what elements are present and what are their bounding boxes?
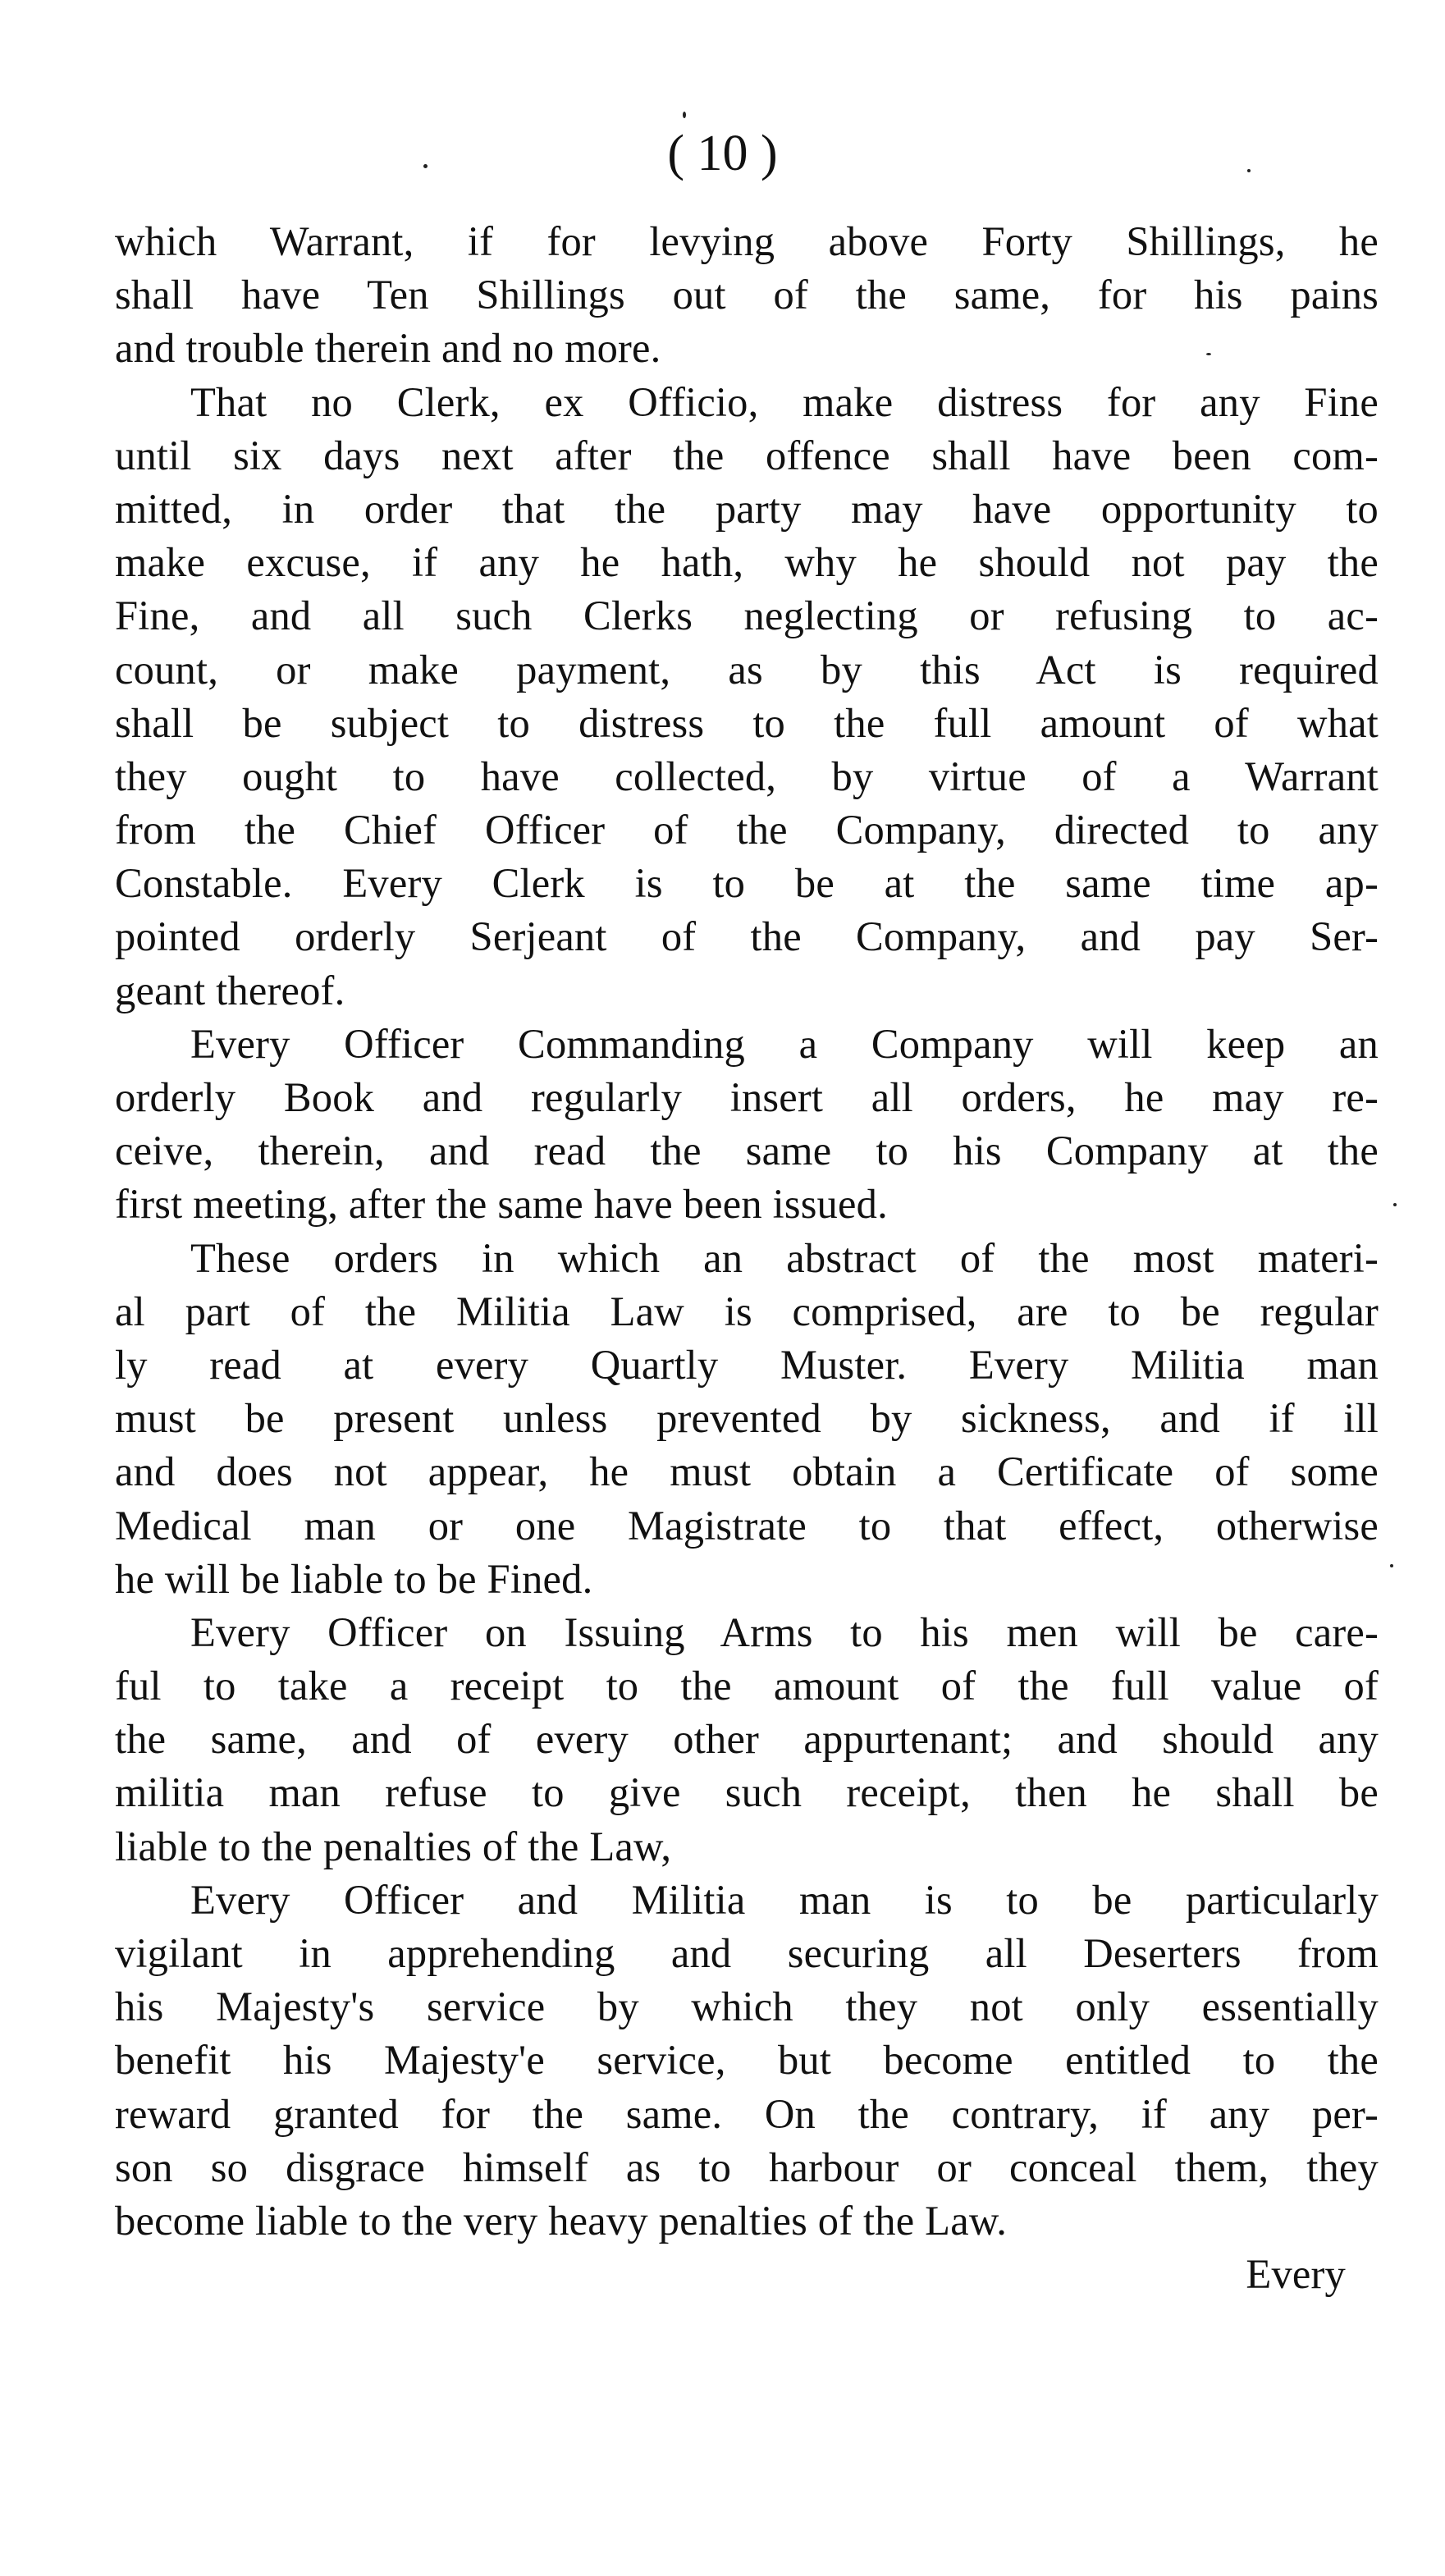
paragraph-start-line: That no Clerk, ex Officio, make distress for any Fine — [190, 378, 1379, 425]
paragraph-start-line: These orders in which an abstract of the most materi- — [190, 1234, 1379, 1281]
text-line: pointed orderly Serjeant of the Company, and pay Ser- — [115, 913, 1379, 960]
text-line: they ought to have collected, by virtue of a Warrant — [115, 753, 1379, 799]
text-line: Fine, and all such Clerks neglecting or refusing to ac- — [115, 593, 1379, 639]
print-speck — [1247, 169, 1251, 172]
text-line: liable to the penalties of the Law, — [115, 1823, 672, 1869]
text-line: reward granted for the same. On the contrary, if any per- — [115, 2090, 1379, 2137]
text-line: Constable. Every Clerk is to be at the same time ap- — [115, 860, 1379, 907]
text-line: orderly Book and regularly insert all orders, he may re- — [115, 1074, 1379, 1120]
text-line: until six days next after the offence shall have been com- — [115, 432, 1379, 478]
text-line: he will be liable to be Fined. — [115, 1555, 593, 1602]
text-line: and trouble therein and no more. — [115, 325, 661, 372]
text-line: become liable to the very heavy penalties of the Law. — [115, 2197, 1008, 2244]
print-speck — [1393, 1203, 1397, 1206]
paragraph-start-line: Every Officer Commanding a Company will keep an — [190, 1020, 1379, 1067]
text-line: count, or make payment, as by this Act is required — [115, 646, 1379, 693]
print-speck — [1390, 1564, 1393, 1567]
text-line: militia man refuse to give such receipt, then he shall be — [115, 1769, 1379, 1816]
text-line: first meeting, after the same have been issued. — [115, 1181, 888, 1228]
text-line: ly read at every Quartly Muster. Every Militia man — [115, 1341, 1379, 1388]
text-line: mitted, in order that the party may have opportunity to — [115, 485, 1379, 532]
print-speck — [1206, 353, 1211, 355]
text-line: vigilant in apprehending and securing all Deserters from — [115, 1930, 1379, 1976]
text-line: from the Chief Officer of the Company, directed to any — [115, 807, 1379, 853]
text-line: and does not appear, he must obtain a Certificate of some — [115, 1448, 1379, 1495]
text-line: geant thereof. — [115, 967, 345, 1013]
page-number: ( 10 ) — [667, 126, 778, 181]
text-line: the same, and of every other appurtenant; and should any — [115, 1716, 1379, 1763]
text-line: must be present unless prevented by sickness, and if ill — [115, 1395, 1379, 1442]
text-line: which Warrant, if for levying above Forty Shillings, he — [115, 218, 1379, 264]
text-line: son so disgrace himself as to harbour or conceal them, they — [115, 2144, 1379, 2190]
paragraph-start-line: Every Officer on Issuing Arms to his men will be care- — [190, 1608, 1379, 1655]
text-line: al part of the Militia Law is comprised, are to be regular — [115, 1288, 1379, 1334]
catchword: Every — [1246, 2251, 1346, 2298]
text-line: make excuse, if any he hath, why he should not pay the — [115, 539, 1379, 586]
body-text — [115, 215, 1379, 2301]
print-speck — [423, 164, 428, 168]
paragraph-start-line: Every Officer and Militia man is to be particularly — [190, 1876, 1379, 1923]
text-line: Medical man or one Magistrate to that effect, otherwise — [115, 1502, 1379, 1549]
text-line: benefit his Majesty'e service, but become entitled to the — [115, 2037, 1379, 2084]
text-line: ceive, therein, and read the same to his Company at the — [115, 1128, 1379, 1174]
text-line: his Majesty's service by which they not only essentially — [115, 1983, 1379, 2030]
text-line: shall be subject to distress to the full amount of what — [115, 699, 1379, 746]
print-speck — [683, 112, 686, 118]
text-line: ful to take a receipt to the amount of the full value of — [115, 1663, 1379, 1709]
text-line: shall have Ten Shillings out of the same, for his pains — [115, 272, 1379, 318]
